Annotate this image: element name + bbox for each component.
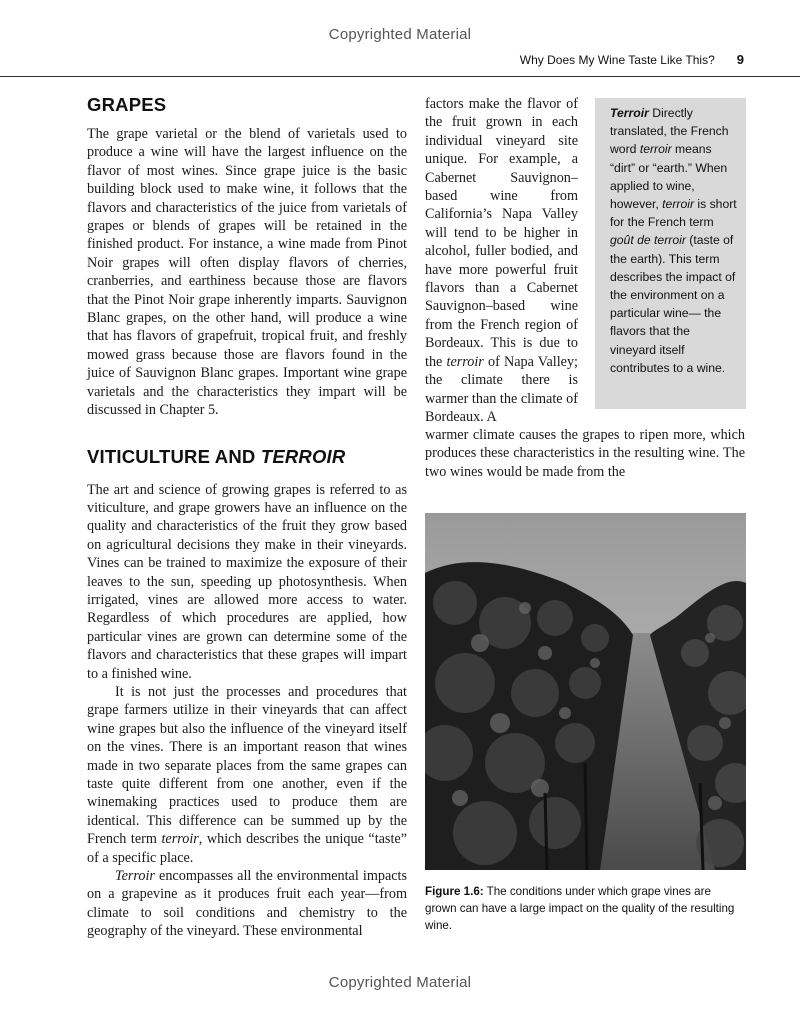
sidebar-text-1: Directly translated, the French word: [610, 106, 729, 157]
viticulture-heading-main: VITICULTURE AND: [87, 445, 261, 467]
sidebar-term: Terroir: [610, 106, 649, 120]
para3-term: Terroir: [115, 868, 155, 885]
running-head-title: Why Does My Wine Taste Like This?: [519, 53, 715, 67]
viticulture-paragraph-2: [87, 683, 407, 867]
vineyard-photo-illustration: [425, 513, 746, 870]
copyright-watermark-top: Copyrighted Material: [328, 26, 472, 43]
figure-caption-text: The conditions under which grape vines are grown can have a large impact on the quality of the resulting wine.: [425, 885, 735, 932]
grapes-paragraph: The grape varietal or the blend of varietals used to produce a wine will have the largest influence on the flavor of most wines. Since grape juice is the basic building block used to make wine, it follows that the flavors and characteristics of the juice from varietals of grapes or blends of grapes will be retained in the finished product. For instance, a wine made from Pinot Noir grapes will often display flavors of cherries, cranberries, and earthiness because those are flavors that the Pinot Noir grape inherently imparts. Sauvignon Blanc grapes, on the other hand, will produce a wine that has flavors of grapefruit, tropical fruit, and freshly mowed grass because those are flavors found in the juice of Sauvignon Blanc grapes. Important wine grape varietals and the characteristics they impart will be discussed in Chapter 5.: [87, 126, 407, 419]
middle-text-a: factors make the flavor of the fruit grown in each individual vineyard site unique. For example, a Cabernet Sauvignon–based wine from California’s Napa Valley will tend to be higher in alcohol, fuller bodied, and have more powerful fruit flavors than a Cabernet Sauvignon–based wine from the French region of Bordeaux. This is due to the: [425, 96, 578, 370]
middle-term: terroir: [446, 353, 484, 370]
sidebar-text-2: means “dirt” or “earth.” When applied to wine, however,: [610, 142, 728, 212]
sidebar-text-4: (taste of the earth). This term describes the impact of the environment on a particular wine— the flavors that the vineyard itself contributes to a wine.: [610, 233, 736, 375]
left-column: [87, 94, 407, 941]
para2-term: terroir: [161, 831, 199, 848]
figure-label: Figure 1.6:: [425, 885, 484, 898]
middle-wide-column: [425, 426, 745, 481]
viticulture-heading-terroir: TERROIR: [260, 445, 346, 467]
sidebar-term-4: goût de terroir: [610, 233, 686, 248]
page-number: 9: [736, 52, 744, 67]
sidebar-text-3: is short for the French term: [610, 197, 737, 230]
running-head: [520, 52, 744, 67]
viticulture-heading: [87, 446, 407, 468]
figure-caption: [425, 883, 745, 934]
header-rule: [0, 76, 800, 77]
middle-text-b: of Napa Valley; the climate there is warmer than the climate of Bordeaux. A: [425, 353, 578, 425]
copyright-watermark-bottom: Copyrighted Material: [328, 974, 472, 991]
viticulture-paragraph-3: [87, 867, 407, 941]
para2-part-a: It is not just the processes and procedures that grape farmers utilize in their vineyards that can affect wine grapes but also the influence of the vineyard itself on the vines. There is an important reason that wines made in two separate places from the same grapes can taste quite different from one another, even if the winemaking practices used to produce them are identical. This difference can be summed up by the French term: [87, 683, 407, 848]
para3-text: encompasses all the environmental impacts on a grapevine as it produces fruit each year—from climate to soil conditions and chemistry to the geography of the vineyard. These environmental: [87, 868, 407, 940]
sidebar-term-2: terroir: [639, 142, 672, 157]
viticulture-paragraph-1: The art and science of growing grapes is referred to as viticulture, and grape growers have an influence on the quality and characteristics of the fruit they grow based on agricultural decisions they make in their vineyards. Vines can be trained to maximize the exposure of their leaves to the sun, speeding up photosynthesis. When irrigated, vines are allowed more access to water. Regardless of which procedures are applied, how particular vines are grown can determine some of the flavors and characteristics that these grapes will impart to a finished wine.: [87, 481, 407, 682]
middle-wide-paragraph: warmer climate causes the grapes to ripen more, which produces these characteristics in the resulting wine. The two wines would be made from the: [425, 427, 745, 480]
terroir-definition-box: [595, 98, 746, 409]
sidebar-term-3: terroir: [662, 197, 694, 212]
grapes-heading: GRAPES: [87, 94, 167, 115]
middle-paragraph: [425, 95, 578, 426]
vineyard-photo: [425, 513, 746, 870]
para2-part-b: , which describes the unique “taste” of a specific place.: [87, 831, 407, 866]
middle-column: [425, 95, 578, 426]
